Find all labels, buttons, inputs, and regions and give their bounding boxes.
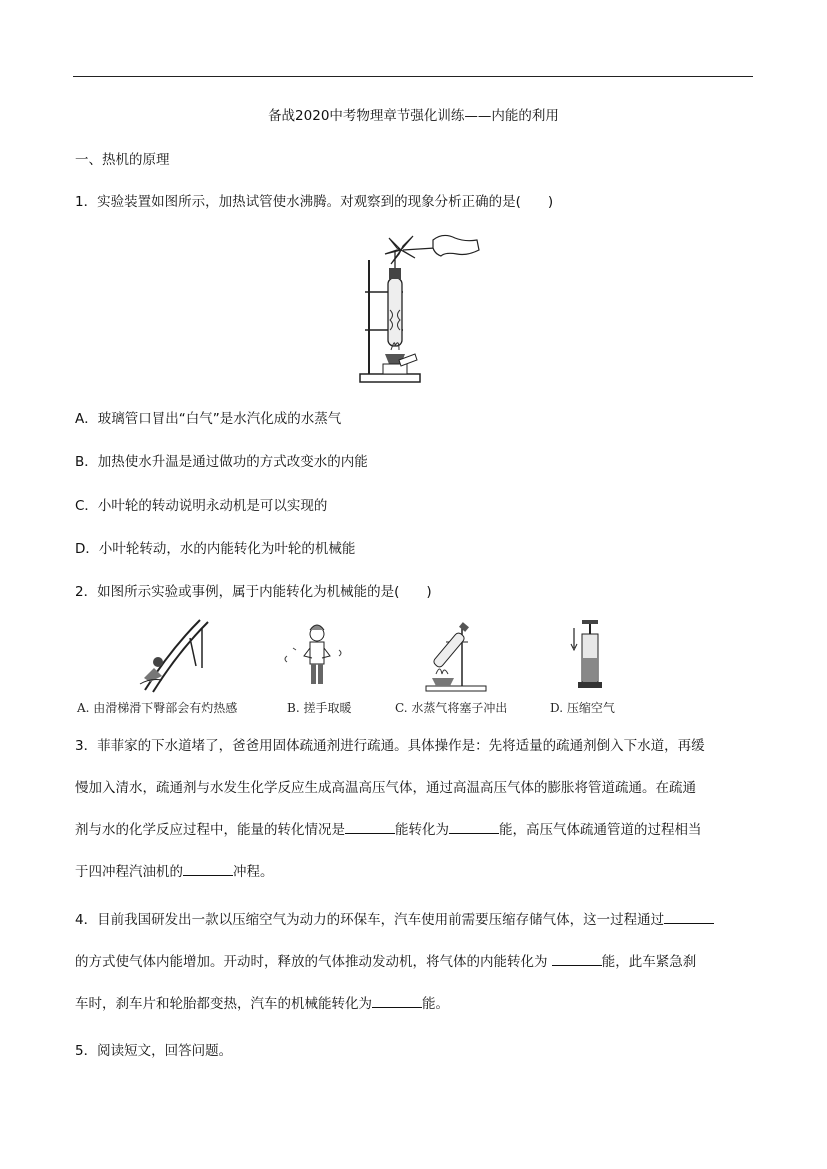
q3-text: 冲程。	[233, 864, 274, 880]
q3-line-3	[75, 809, 753, 851]
q3-text: 能转化为	[395, 822, 449, 838]
q2-figure-steam-cork	[420, 620, 500, 695]
document-title: 备战2020中考物理章节强化训练——内能的利用	[268, 108, 559, 124]
q2-caption-b: B. 搓手取暖	[287, 701, 352, 715]
answer-blank[interactable]	[449, 821, 499, 834]
question-1-stem: 1．实验装置如图所示，加热试管使水沸腾。对观察到的现象分析正确的是( )	[75, 194, 554, 210]
q1-option-b: B．加热使水升温是通过做功的方式改变水的内能	[75, 454, 368, 470]
q4-text: 能。	[422, 996, 449, 1012]
q3-line-4	[75, 851, 753, 893]
q4-line-2	[75, 941, 753, 983]
q4-text: 4．目前我国研发出一款以压缩空气为动力的环保车，汽车使用前需要压缩存储气体，这一过程通过	[75, 912, 665, 928]
section-heading: 一、热机的原理	[75, 152, 170, 168]
question-4	[75, 899, 753, 1025]
q2-caption-d: D. 压缩空气	[550, 701, 615, 715]
q1-option-c: C．小叶轮的转动说明永动机是可以实现的	[75, 498, 328, 514]
question-3	[75, 725, 753, 893]
header-rule	[73, 76, 753, 77]
answer-blank[interactable]	[372, 995, 422, 1008]
q4-text: 车时，刹车片和轮胎都变热，汽车的机械能转化为	[75, 996, 372, 1012]
q4-line-3	[75, 983, 753, 1025]
q3-text: 于四冲程汽油机的	[75, 864, 183, 880]
q2-caption-c: C. 水蒸气将塞子冲出	[395, 701, 508, 715]
q4-line-1	[75, 899, 753, 941]
q2-figure-rub-hands	[275, 620, 355, 695]
q2-figure-slide	[130, 618, 210, 693]
answer-blank[interactable]	[345, 821, 395, 834]
q3-line-2: 慢加入清水，疏通剂与水发生化学反应生成高温高压气体，通过高温高压气体的膨胀将管道疏通。在疏通	[75, 780, 696, 796]
q2-caption-a: A. 由滑梯滑下臀部会有灼热感	[77, 701, 238, 715]
q3-line-1: 3．菲菲家的下水道堵了，爸爸用固体疏通剂进行疏通。具体操作是：先将适量的疏通剂倒入下水道，再缓	[75, 738, 705, 754]
answer-blank[interactable]	[664, 911, 714, 924]
q1-apparatus-figure	[355, 230, 480, 385]
q1-option-d: D．小叶轮转动，水的内能转化为叶轮的机械能	[75, 541, 356, 557]
q3-text: 剂与水的化学反应过程中，能量的转化情况是	[75, 822, 345, 838]
answer-blank[interactable]	[552, 953, 602, 966]
question-5-stem: 5．阅读短文，回答问题。	[75, 1043, 233, 1059]
q4-text: 的方式使气体内能增加。开动时，释放的气体推动发动机，将气体的内能转化为	[75, 954, 552, 970]
q1-option-a: A．玻璃管口冒出“白气”是水汽化成的水蒸气	[75, 411, 342, 427]
q2-figure-compress-air	[560, 618, 620, 693]
answer-blank[interactable]	[183, 863, 233, 876]
question-2-stem: 2．如图所示实验或事例，属于内能转化为机械能的是( )	[75, 584, 432, 600]
q4-text: 能，此车紧急刹	[601, 954, 697, 970]
q3-text: 能，高压气体疏通管道的过程相当	[499, 822, 702, 838]
